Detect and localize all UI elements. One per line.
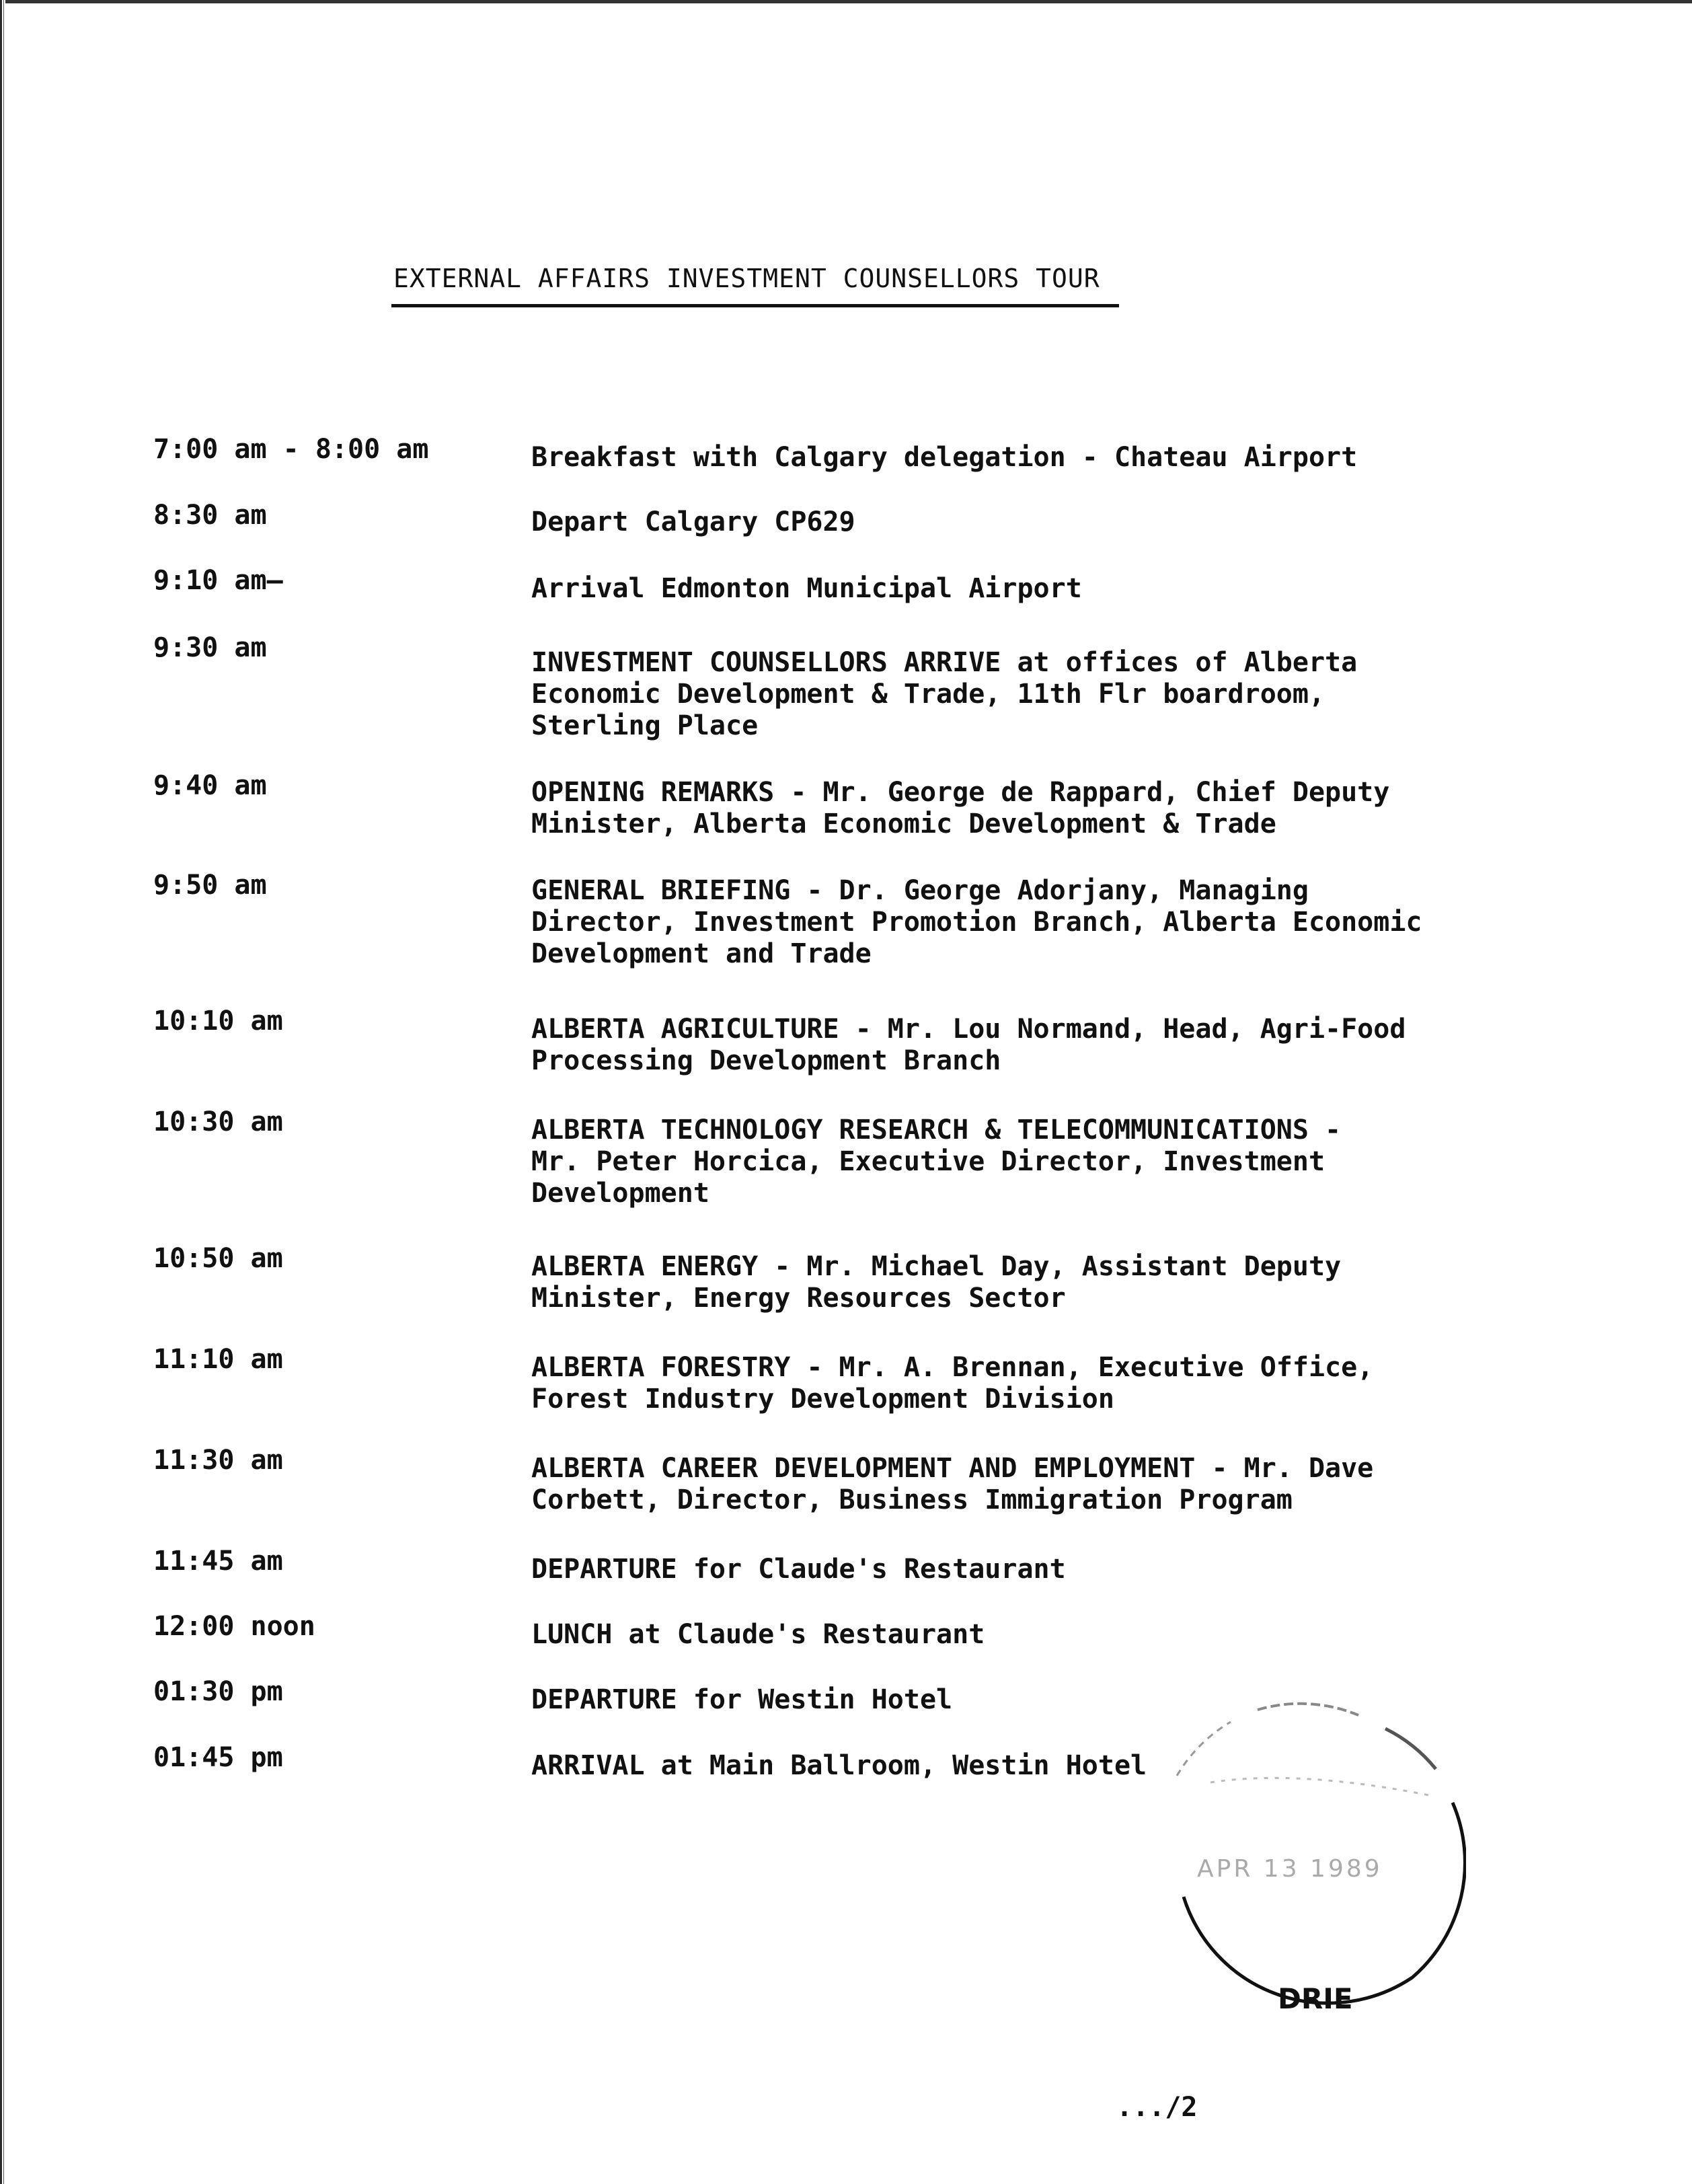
schedule-time: 10:10 am [153, 1006, 283, 1037]
schedule-time: 01:45 pm [153, 1742, 283, 1773]
schedule-description: Breakfast with Calgary delegation - Chateau Airport [531, 442, 1358, 473]
schedule-description: LUNCH at Claude's Restaurant [531, 1619, 985, 1650]
schedule-description: Arrival Edmonton Municipal Airport [531, 573, 1082, 604]
stamp-date: APR 13 1989 [1197, 1855, 1383, 1883]
schedule-description: ALBERTA ENERGY - Mr. Michael Day, Assistant Deputy Minister, Energy Resources Sector [531, 1251, 1342, 1314]
schedule-description: ARRIVAL at Main Ballroom, Westin Hotel [531, 1750, 1147, 1781]
schedule-time: 10:50 am [153, 1243, 283, 1274]
stamp-label: DRIE [1278, 1982, 1353, 2015]
schedule-time: 11:30 am [153, 1445, 283, 1476]
title-underline [391, 304, 1119, 307]
schedule-description: Depart Calgary CP629 [531, 506, 855, 537]
scan-edge-left [0, 0, 5, 2184]
schedule-time: 9:40 am [153, 770, 267, 801]
schedule-time: 7:00 am - 8:00 am [153, 434, 429, 465]
page-indicator: .../2 [1116, 2092, 1198, 2123]
schedule-time: 12:00 noon [153, 1611, 315, 1642]
document-title: EXTERNAL AFFAIRS INVESTMENT COUNSELLORS TOUR [393, 264, 1100, 293]
schedule-description: GENERAL BRIEFING - Dr. George Adorjany, Managing Director, Investment Promotion Branch, Alberta Economic Development and Trade [531, 875, 1422, 969]
schedule-time: 01:30 pm [153, 1676, 283, 1707]
schedule-time: 11:45 am [153, 1546, 283, 1577]
schedule-time: 9:30 am [153, 632, 267, 663]
schedule-description: DEPARTURE for Claude's Restaurant [531, 1554, 1066, 1585]
schedule-description: OPENING REMARKS - Mr. George de Rappard, Chief Deputy Minister, Alberta Economic Development & Trade [531, 777, 1390, 839]
schedule-description: ALBERTA FORESTRY - Mr. A. Brennan, Executive Office, Forest Industry Development Division [531, 1352, 1374, 1415]
schedule-time: 8:30 am [153, 500, 267, 531]
schedule-description: DEPARTURE for Westin Hotel [531, 1684, 953, 1715]
schedule-time: 9:10 am— [153, 565, 283, 596]
scan-edge-top [0, 0, 1692, 3]
schedule-time: 10:30 am [153, 1106, 283, 1137]
schedule-description: INVESTMENT COUNSELLORS ARRIVE at offices of Alberta Economic Development & Trade, 11th Flr boardroom, Sterling Place [531, 647, 1358, 741]
schedule-description: ALBERTA AGRICULTURE - Mr. Lou Normand, Head, Agri-Food Processing Development Branch [531, 1014, 1406, 1076]
schedule-description: ALBERTA TECHNOLOGY RESEARCH & TELECOMMUNICATIONS - Mr. Peter Horcica, Executive Director, Investment Development [531, 1115, 1342, 1209]
schedule-time: 9:50 am [153, 870, 267, 901]
schedule-time: 11:10 am [153, 1344, 283, 1375]
schedule-description: ALBERTA CAREER DEVELOPMENT AND EMPLOYMENT - Mr. Dave Corbett, Director, Business Immigration Program [531, 1453, 1374, 1515]
